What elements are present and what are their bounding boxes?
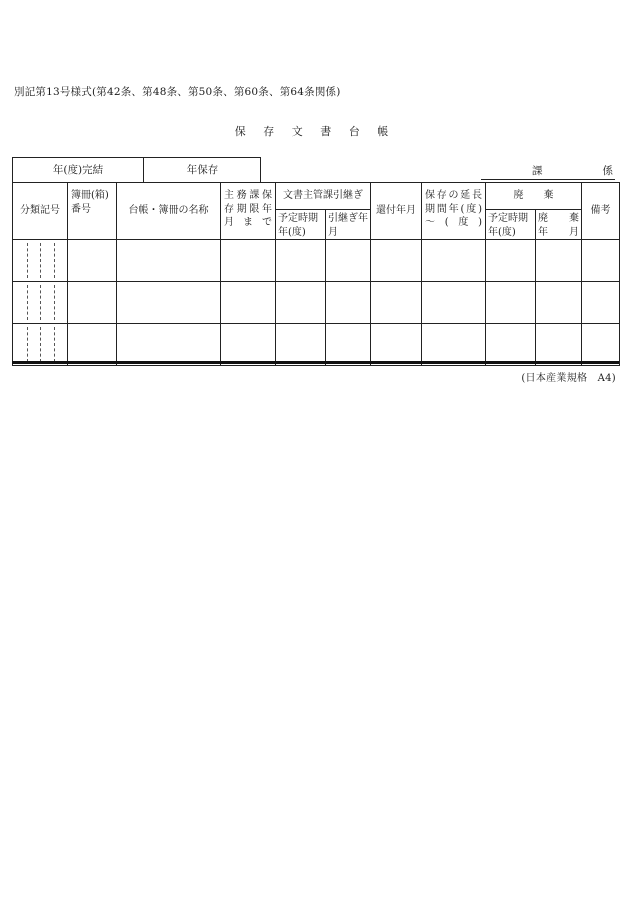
- disposal-done-cell[interactable]: [536, 282, 582, 324]
- transfer-done-cell[interactable]: [326, 282, 371, 324]
- remarks-cell[interactable]: [582, 324, 620, 366]
- document-title: 保 存 文 書 台 帳: [234, 125, 396, 138]
- header-disposal-scheduled: 予定時期年(度): [486, 210, 536, 240]
- book-number-cell[interactable]: [68, 282, 117, 324]
- table-row: [13, 240, 620, 282]
- remarks-cell[interactable]: [582, 282, 620, 324]
- disposal-scheduled-cell[interactable]: [486, 282, 536, 324]
- return-date-cell[interactable]: [371, 240, 422, 282]
- header-ledger-name: 台帳・簿冊の名称: [117, 183, 221, 240]
- header-book-number: 簿冊(箱)番号: [68, 183, 117, 240]
- header-disposal-done: 廃 棄 年 月: [536, 210, 582, 240]
- ledger-name-cell[interactable]: [117, 282, 221, 324]
- header-classification-code: 分類記号: [13, 183, 68, 240]
- classification-code-cell[interactable]: [13, 282, 68, 324]
- retention-cell[interactable]: [221, 324, 276, 366]
- book-number-cell[interactable]: [68, 240, 117, 282]
- classification-code-cell[interactable]: [13, 240, 68, 282]
- kakari-label: 係: [602, 165, 613, 177]
- return-date-cell[interactable]: [371, 282, 422, 324]
- table-row: [13, 282, 620, 324]
- classification-code-cell[interactable]: [13, 324, 68, 366]
- form-reference: 別記第13号様式(第42条、第48条、第50条、第60条、第64条関係): [14, 86, 341, 98]
- disposal-done-cell[interactable]: [536, 324, 582, 366]
- disposal-done-cell[interactable]: [536, 240, 582, 282]
- transfer-done-cell[interactable]: [326, 240, 371, 282]
- transfer-done-cell[interactable]: [326, 324, 371, 366]
- ledger-table: [12, 182, 620, 366]
- return-date-cell[interactable]: [371, 324, 422, 366]
- retention-cell[interactable]: [221, 282, 276, 324]
- ledger-name-cell[interactable]: [117, 324, 221, 366]
- disposal-scheduled-cell[interactable]: [486, 324, 536, 366]
- disposal-scheduled-cell[interactable]: [486, 240, 536, 282]
- extension-cell[interactable]: [422, 324, 486, 366]
- retention-cell[interactable]: [221, 240, 276, 282]
- transfer-scheduled-cell[interactable]: [276, 240, 326, 282]
- table-bottom-rule: [12, 361, 619, 364]
- ka-label: 課: [532, 165, 543, 177]
- retention-years-label: 年保存: [186, 164, 219, 176]
- division-line: [481, 163, 615, 180]
- extension-cell[interactable]: [422, 282, 486, 324]
- table-row: [13, 324, 620, 366]
- header-main-section-retention: 主務課保存期限年月まで: [221, 183, 276, 240]
- completion-year-label: 年(度)完結: [52, 164, 104, 176]
- extension-cell[interactable]: [422, 240, 486, 282]
- header-extension: 保存の延長期間年(度)～(度): [422, 183, 486, 240]
- completion-box: [12, 157, 261, 182]
- header-transfer-done: 引継ぎ年月: [326, 210, 371, 240]
- transfer-scheduled-cell[interactable]: [276, 324, 326, 366]
- transfer-scheduled-cell[interactable]: [276, 282, 326, 324]
- header-return-date: 還付年月: [371, 183, 422, 240]
- ledger-name-cell[interactable]: [117, 240, 221, 282]
- header-transfer-scheduled: 予定時期年(度): [276, 210, 326, 240]
- remarks-cell[interactable]: [582, 240, 620, 282]
- header-transfer: 文書主管課引継ぎ: [276, 183, 371, 210]
- book-number-cell[interactable]: [68, 324, 117, 366]
- paper-size-note: (日本産業規格 A4): [521, 373, 616, 384]
- header-remarks: 備考: [582, 183, 620, 240]
- header-disposal: 廃 棄: [486, 183, 582, 210]
